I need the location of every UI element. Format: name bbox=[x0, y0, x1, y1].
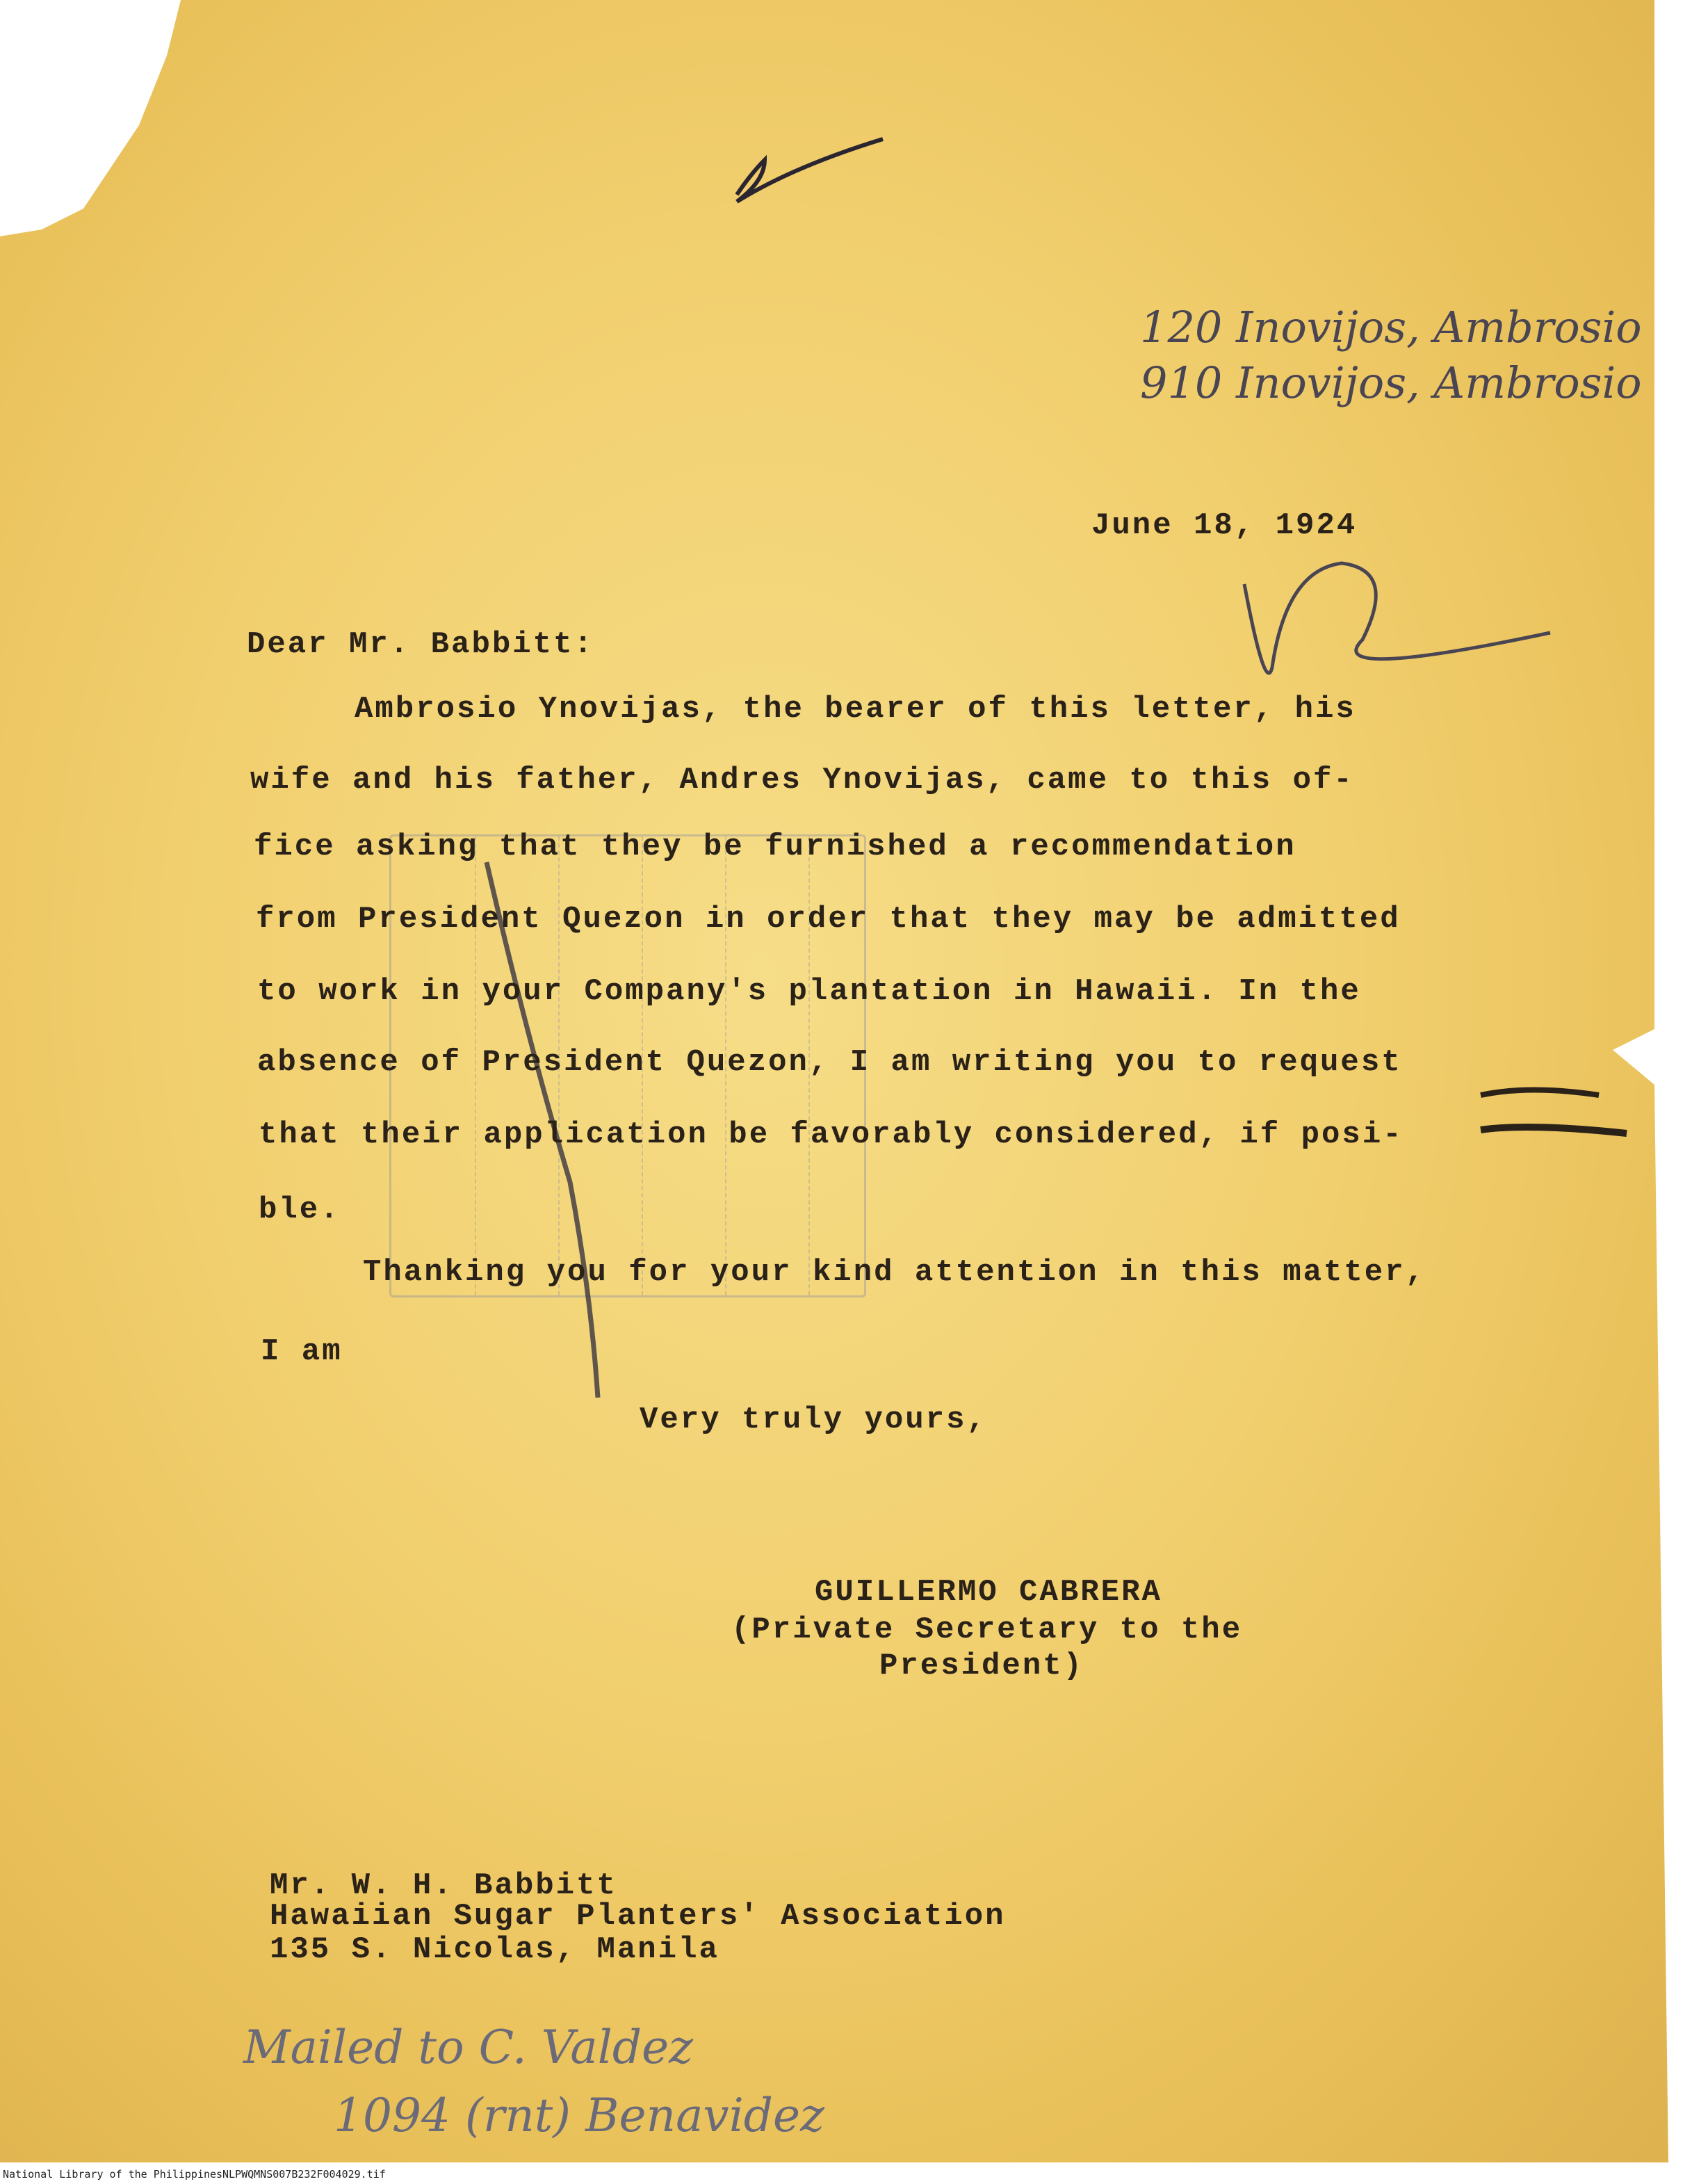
handwritten-bottom-line-2: 1094 (rnt) Benavidez bbox=[334, 2089, 824, 2142]
footer-file-name: NLPWQMNS007B232F004029.tif bbox=[222, 2168, 386, 2181]
signature-title-1: (Private Secretary to the bbox=[731, 1612, 1243, 1647]
valediction: Very truly yours, bbox=[640, 1402, 987, 1437]
handwritten-note-line-2: 910 Inovijos, Ambrosio bbox=[1140, 357, 1642, 408]
footer-library-name: National Library of the Philippines bbox=[3, 2168, 223, 2181]
handwritten-bottom-line-1: Mailed to C. Valdez bbox=[243, 2021, 693, 2074]
recipient-line-2: Hawaiian Sugar Planters' Association bbox=[270, 1899, 1006, 1934]
handwritten-note-line-1: 120 Inovijos, Ambrosio bbox=[1140, 302, 1642, 353]
signature-title-2: President) bbox=[879, 1649, 1084, 1683]
body-line-3: fice asking that they be furnished a recommendation bbox=[254, 830, 1296, 864]
body-line-1: Ambrosio Ynovijas, the bearer of this letter, his bbox=[355, 692, 1356, 727]
signature-name: GUILLERMO CABRERA bbox=[815, 1575, 1162, 1610]
salutation: Dear Mr. Babbitt: bbox=[247, 627, 594, 662]
closing-line-1: Thanking you for your kind attention in this matter, bbox=[363, 1255, 1426, 1290]
body-line-7: that their application be favorably considered, if posi- bbox=[259, 1117, 1404, 1152]
body-line-8: ble. bbox=[259, 1192, 341, 1227]
body-line-5: to work in your Company's plantation in Hawaii. In the bbox=[257, 974, 1361, 1009]
closing-line-2: I am bbox=[261, 1334, 343, 1369]
letter-date: June 18, 1924 bbox=[1091, 508, 1358, 543]
body-line-4: from President Quezon in order that they may be admitted bbox=[256, 902, 1401, 937]
recipient-line-3: 135 S. Nicolas, Manila bbox=[270, 1932, 719, 1967]
recipient-line-1: Mr. W. H. Babbitt bbox=[270, 1868, 617, 1903]
body-line-2: wife and his father, Andres Ynovijas, came to this of- bbox=[250, 763, 1354, 798]
body-line-6: absence of President Quezon, I am writing you to request bbox=[257, 1045, 1402, 1080]
